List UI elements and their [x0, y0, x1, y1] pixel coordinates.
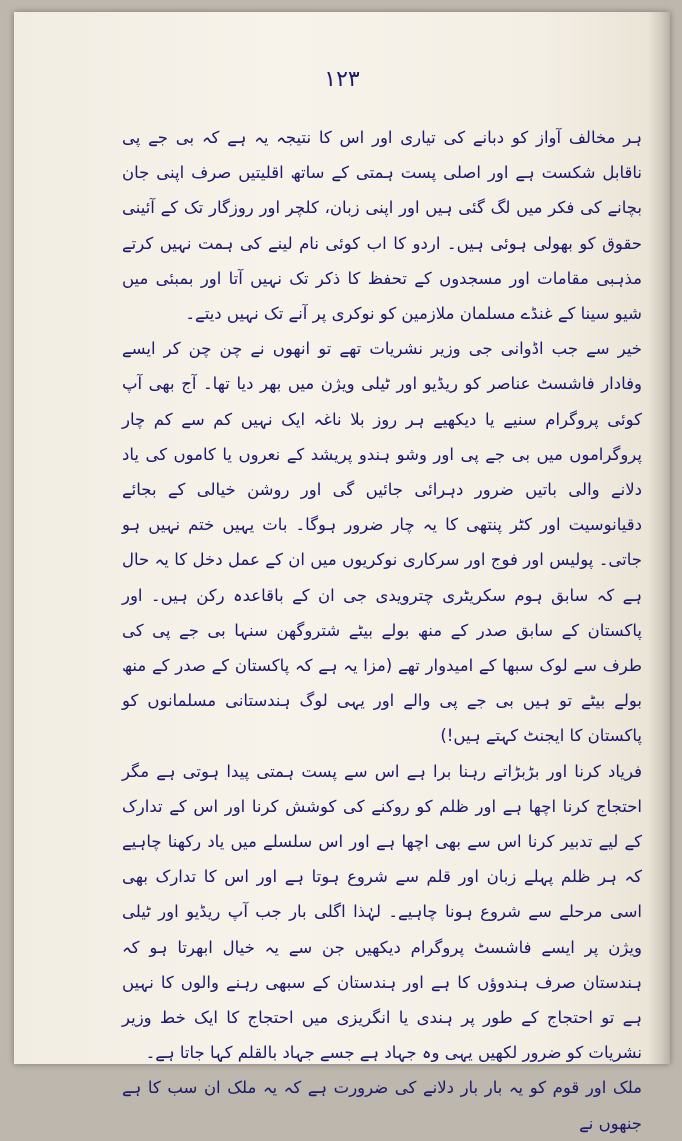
book-page [14, 12, 670, 1133]
paragraph-3: فریاد کرنا اور بڑبڑاتے رہنا برا ہے اس سے پست ہمتی پیدا ہوتی ہے مگر احتجاج کرنا اچھا ہے اور ظلم کو روکنے کی کوشش کرنا اور اس کے تدارک کے لیے تدبیر کرنا اس سے بھی اچھا ہے اور اس سلسلے میں یاد رکھنا چاہیے کہ ہر ظلم پہلے زبان اور قلم سے شروع ہوتا ہے اور اس کا تدارک بھی اسی مرحلے سے شروع ہونا چاہیے۔ لہٰذا اگلی بار جب آپ ریڈیو اور ٹیلی ویژن پر ایسے فاشسٹ پروگرام دیکھیں جن سے یہ خیال ابھرتا ہو کہ ہندستان صرف ہندوؤں کا ہے اور ہندستان کے سبھی رہنے والوں کا نہیں ہے تو احتجاج کے طور پر ہندی یا انگریزی میں احتجاج کا ایک خط وزیر نشریات کو ضرور لکھیں یہی وہ جہاد ہے جسے جہاد بالقلم کہا جاتا ہے۔ [122, 761, 642, 1063]
page-binding-shadow [648, 12, 670, 1064]
page-number: ۱۲۳ [324, 67, 360, 92]
paragraph-4: ملک اور قوم کو یہ بار بار دلانے کی ضرورت ہے کہ یہ ملک ان سب کا ہے جنھوں نے [122, 1078, 642, 1133]
paragraph-1: ہر مخالف آواز کو دبانے کی تیاری اور اس کا نتیجہ یہ ہے کہ بی جے پی ناقابل شکست ہے اور اصلی پست ہمتی کے ساتھ اقلیتیں صرف اپنی جان بچانے کی فکر میں لگ گئی ہیں اور اپنی زبان، کلچر اور روزگار تک کے آئینی حقوق کو بھولی ہوئی ہیں۔ اردو کا اب کوئی نام لینے کی ہمت نہیں کرتے مذہبی مقامات اور مسجدوں کے تحفظ کا ذکر تک نہیں آتا اور بمبئی میں شیو سینا کے غنڈے مسلمان ملازمین کو نوکری پر آنے تک نہیں دیتے۔ [122, 128, 642, 324]
paragraph-2: خیر سے جب اڈوانی جی وزیر نشریات تھے تو انھوں نے چن چن کر ایسے وفادار فاشسٹ عناصر کو ریڈیو اور ٹیلی ویژن میں بھر دیا تھا۔ آج بھی آپ کوئی پروگرام سنیے یا دیکھیے ہر روز بلا ناغہ ایک نہیں کم سے کم چار پروگراموں میں بی جے پی اور وشو ہندو پریشد کے نعروں یا کاموں کی یاد دلانے والی باتیں ضرور دہرائی جائیں گی اور روشن خیالی کے بجائے دقیانوسیت اور کٹر پنتھی کا یہ چار ضرور ہوگا۔ بات یہیں ختم نہیں ہو جاتی۔ پولیس اور فوج اور سرکاری نوکریوں میں ان کے عمل دخل کا یہ حال ہے کہ سابق ہوم سکریٹری چترویدی جی ان کے باقاعدہ رکن ہیں۔ اور پاکستان کے سابق صدر کے منھ بولے بیٹے شتروگھن سنہا بی جے پی کی طرف سے لوک سبھا کے امیدوار تھے (مزا یہ ہے کہ پاکستان کے صدر کے منھ بولے بیٹے تو ہیں بی جے پی والے اور یہی لوگ ہندستانی مسلمانوں کو پاکستان کا ایجنٹ کہتے ہیں!) [122, 339, 642, 746]
page-body-text [122, 120, 642, 1141]
